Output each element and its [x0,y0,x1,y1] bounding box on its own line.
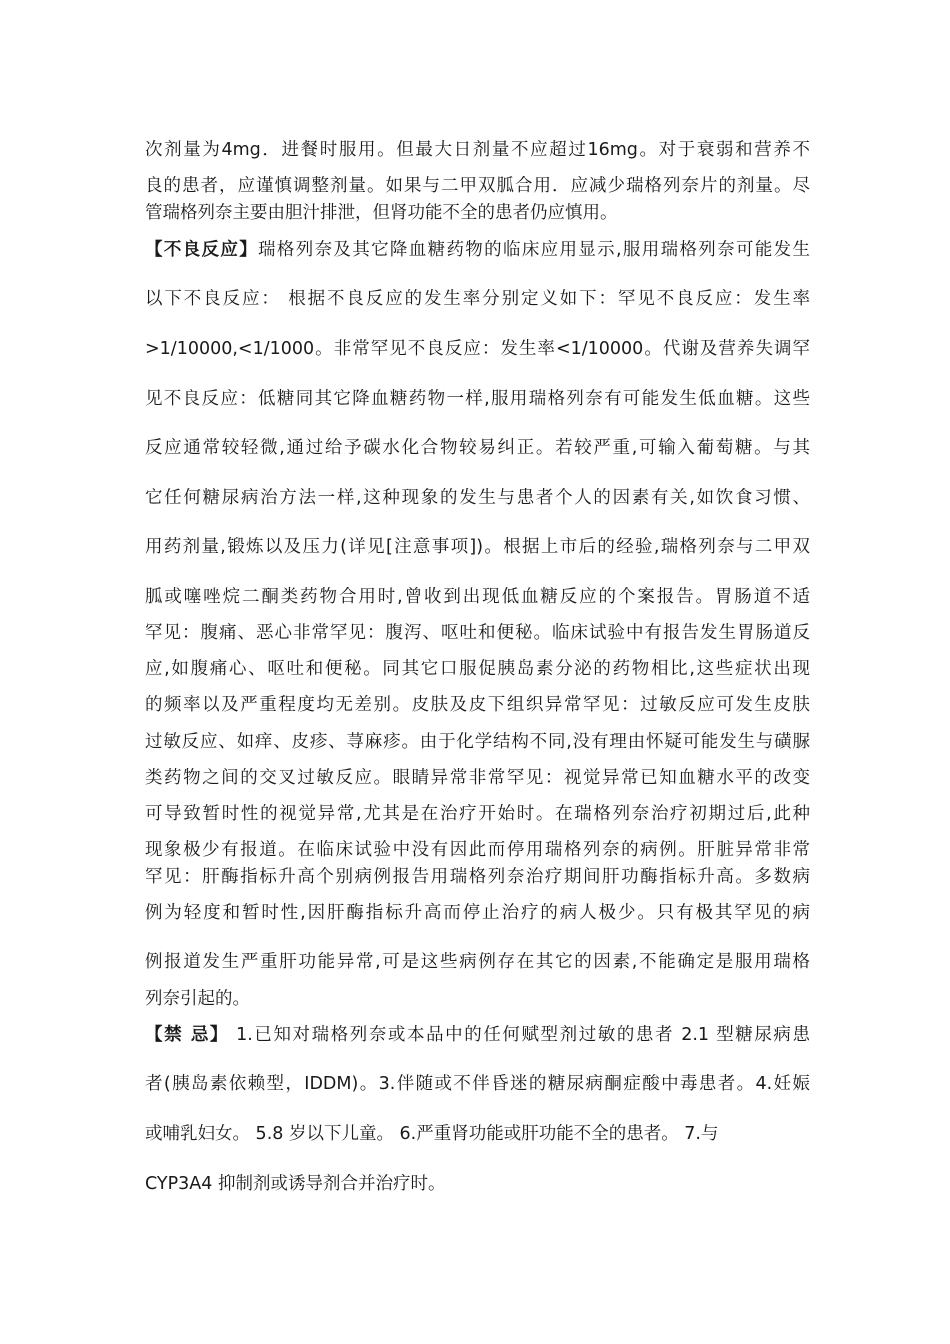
text-line: 例为轻度和暂时性,因肝酶指标升高而停止治疗的病人极少。只有极其罕见的病 [145,903,810,923]
text-line: 例报道发生严重肝功能异常,可是这些病例存在其它的因素,不能确定是服用瑞格 [145,952,810,972]
text-line: CYP3A4 抑制剂或诱导剂合并治疗时。 [145,1174,446,1194]
text-line: 管瑞格列奈主要由胆汁排泄，但肾功能不全的患者仍应慎用。 [145,203,618,223]
text-line: 它任何糖尿病治方法一样,这种现象的发生与患者个人的因素有关,如饮食习惯、 [145,488,810,508]
text-line: 者(胰岛素依赖型，IDDM)。3.伴随或不伴昏迷的糖尿病酮症酸中毒患者。4.妊娠 [145,1074,810,1094]
section-label-contraindications: 【禁 忌】 [145,1025,229,1045]
text-line: 次剂量为4mg．进餐时服用。但最大日剂量不应超过16mg。对于衰弱和营养不 [145,140,810,160]
section-label-adverse-reactions: 【不良反应】 [145,240,259,260]
text-line: 或哺乳妇女。 5.8 岁以下儿童。 6.严重肾功能或肝功能不全的患者。 7.与 [145,1124,719,1144]
text-line: 类药物之间的交叉过敏反应。眼睛异常非常罕见：视觉异常已知血糖水平的改变 [145,768,810,788]
text-line-contraindications-heading [145,1021,810,1049]
text-span: 瑞格列奈及其它降血糖药物的临床应用显示,服用瑞格列奈可能发生 [258,240,810,260]
text-line: 胍或噻唑烷二酮类药物合用时,曾收到出现低血糖反应的个案报告。胃肠道不适 [145,587,810,607]
text-line: 可导致暂时性的视觉异常,尤其是在治疗开始时。在瑞格列奈治疗初期过后,此种 [145,804,810,824]
text-line: 以下不良反应： 根据不良反应的发生率分别定义如下：罕见不良反应：发生率 [145,289,810,309]
text-line: 罕见：肝酶指标升高个别病例报告用瑞格列奈治疗期间肝功酶指标升高。多数病 [145,867,810,887]
text-line: 罕见：腹痛、恶心非常罕见：腹泻、呕吐和便秘。临床试验中有报告发生胃肠道反 [145,623,810,643]
text-span: 1.已知对瑞格列奈或本品中的任何赋型剂过敏的患者 2.1 型糖尿病患 [228,1025,810,1045]
text-line: 用药剂量,锻炼以及压力(详见[注意事项])。根据上市后的经验,瑞格列奈与二甲双 [145,537,810,557]
text-line: >1/10000,<1/1000。非常罕见不良反应：发生率<1/10000。代谢及营养失调罕 [145,339,810,359]
text-line: 的频率以及严重程度均无差别。皮肤及皮下组织异常罕见：过敏反应可发生皮肤 [145,695,810,715]
text-line: 反应通常较轻微,通过给予碳水化合物较易纠正。若较严重,可输入葡萄糖。与其 [145,438,810,458]
text-line: 应,如腹痛心、呕吐和便秘。同其它口服促胰岛素分泌的药物相比,这些症状出现 [145,659,810,679]
text-line-adverse-reactions-heading [145,236,810,264]
text-line: 见不良反应：低糖同其它降血糖药物一样,服用瑞格列奈有可能发生低血糖。这些 [145,389,810,409]
text-line: 过敏反应、如痒、皮疹、荨麻疹。由于化学结构不同,没有理由怀疑可能发生与磺脲 [145,732,810,752]
text-line: 列奈引起的。 [145,989,250,1009]
text-line: 现象极少有报道。在临床试验中没有因此而停用瑞格列奈的病例。肝脏异常非常 [145,840,810,860]
text-line: 良的患者，应谨慎调整剂量。如果与二甲双胍合用．应减少瑞格列奈片的剂量。尽 [145,176,810,196]
